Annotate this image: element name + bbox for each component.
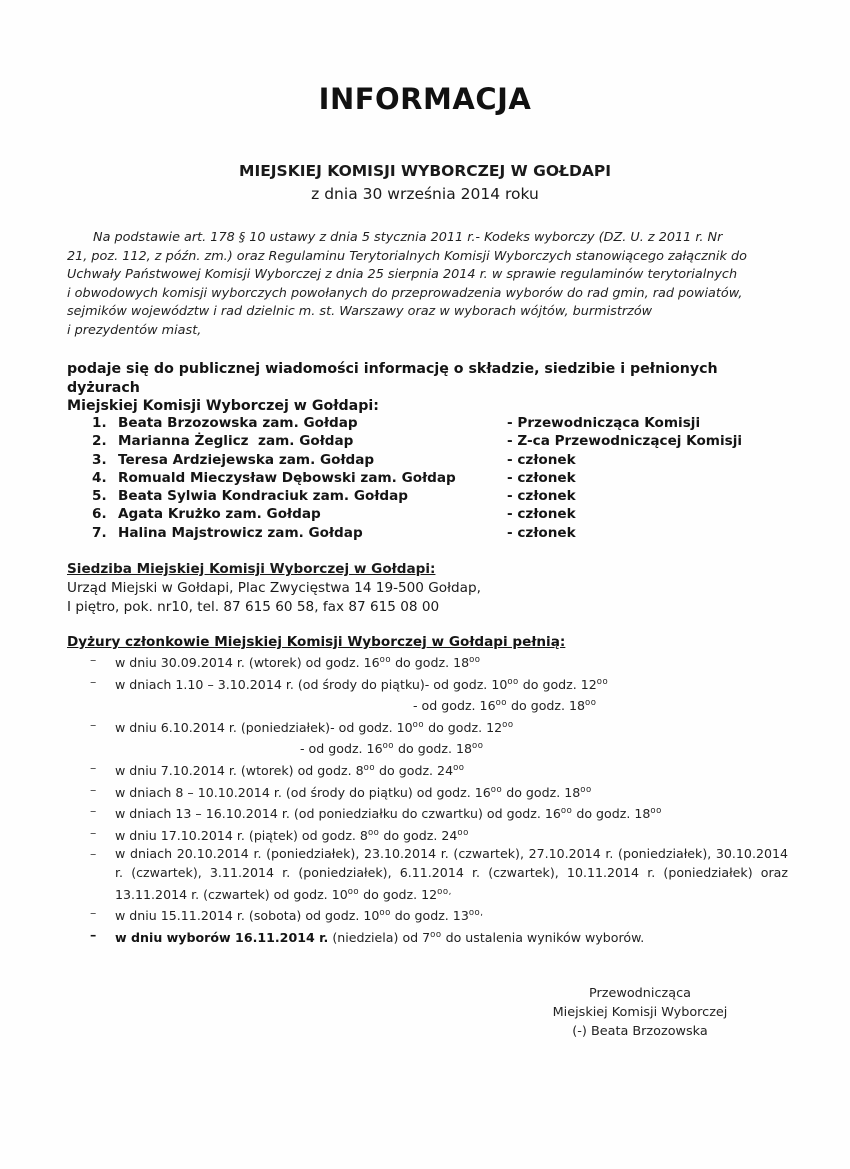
member-number: 2. xyxy=(92,433,107,450)
time-minutes: oo xyxy=(412,719,425,730)
dash-bullet: – xyxy=(90,652,97,667)
preamble-line: i obwodowych komisji wyborczych powołanych do przeprowadzenia wyborów do rad gmin, rad powiatów, xyxy=(67,285,743,301)
schedule-item xyxy=(88,781,788,803)
time-minutes: oo xyxy=(596,676,609,687)
member-number: 7. xyxy=(92,524,107,541)
signature-organization: Miejskiej Komisji Wyborczej xyxy=(552,1004,728,1020)
schedule-text: do godz. 18 xyxy=(507,698,586,714)
member-name: Beata Brzozowska zam. Gołdap xyxy=(118,415,358,431)
time-minutes: oo xyxy=(430,929,442,940)
time-minutes: oo xyxy=(382,741,394,752)
schedule-text: do godz. 18 xyxy=(394,741,473,757)
schedule-text: - od godz. 16 xyxy=(413,698,496,714)
time-minutes: oo xyxy=(469,655,481,665)
dash-bullet: – xyxy=(90,905,97,921)
member-row xyxy=(92,506,792,524)
document-subtitle: MIEJSKIEJ KOMISJI WYBORCZEJ W GOŁDAPI xyxy=(239,162,611,180)
member-role: - członek xyxy=(507,506,576,523)
schedule-text: do godz. 24 xyxy=(379,827,458,843)
schedule-text: w dniu 15.11.2014 r. (sobota) od godz. 10 xyxy=(115,908,380,924)
member-role: - Z-ca Przewodniczącej Komisji xyxy=(507,433,743,450)
time-minutes: oo xyxy=(502,719,514,730)
dash-bullet: – xyxy=(90,781,97,797)
member-row xyxy=(92,470,792,488)
member-number: 1. xyxy=(92,415,107,431)
time-minutes: oo xyxy=(379,908,391,919)
schedule-item xyxy=(88,673,788,716)
member-number: 4. xyxy=(92,469,107,486)
time-minutes: oo xyxy=(457,827,469,838)
member-name: Beata Sylwia Kondraciuk zam. Gołdap xyxy=(118,488,409,505)
time-minutes: oo xyxy=(367,827,380,838)
schedule-item xyxy=(88,845,788,904)
signature-block xyxy=(530,985,750,1041)
time-minutes: oo xyxy=(379,655,392,665)
dash-bullet: – xyxy=(90,673,97,689)
schedule-text: w dniu 30.09.2014 r. (wtorek) od godz. 16 xyxy=(115,655,380,670)
dash-bullet: – xyxy=(90,926,97,942)
member-role: - członek xyxy=(507,469,576,486)
schedule-item xyxy=(88,759,788,781)
schedule-text: do godz. 18 xyxy=(572,806,651,822)
election-day-label: w dniu wyborów 16.11.2014 r. xyxy=(115,929,329,945)
legal-preamble xyxy=(67,229,787,341)
member-row xyxy=(92,525,792,543)
schedule-item xyxy=(88,716,788,759)
time-minutes: oo xyxy=(585,698,597,709)
schedule-item xyxy=(88,651,788,673)
member-name: Teresa Ardziejewska zam. Gołdap xyxy=(118,451,375,468)
schedule-text: do godz. 24 xyxy=(375,762,454,778)
seat-address-line: Urząd Miejski w Gołdapi, Plac Zwycięstwa 14 19-500 Gołdap, xyxy=(67,580,481,596)
schedule-item-election-day xyxy=(88,926,788,948)
duty-heading: Dyżury członkowie Miejskiej Komisji Wyborczej w Gołdapi pełnią: xyxy=(67,634,566,650)
member-row xyxy=(92,488,792,506)
announcement-line: podaje się do publicznej wiadomości informację o składzie, siedzibie i pełnionych dyżurach xyxy=(67,361,718,396)
schedule-text: (niedziela) od 7 xyxy=(328,929,431,945)
schedule-text: w dniach 20.10.2014 r. (poniedziałek), 23.10.2014 r. (czwartek), 27.10.2014 r. (poniedziałek), 30.10.2014 r. (czwartek), 3.11.2014 r. (poniedziałek), 6.11.2014 r. (czwartek), 10.11.2014 r. (poniedziałek) oraz 13.11.2014 r. (czwartek) od godz. 10 xyxy=(115,846,788,902)
dash-bullet: – xyxy=(90,824,97,840)
announcement-line: Miejskiej Komisji Wyborczej w Gołdapi: xyxy=(67,398,379,414)
schedule-text: w dniu 6.10.2014 r. (poniedziałek)- od godz. 10 xyxy=(115,719,413,735)
schedule-text: do godz. 12 xyxy=(424,719,503,735)
document-date: z dnia 30 września 2014 roku xyxy=(311,185,539,203)
dash-bullet: – xyxy=(90,846,97,862)
schedule-item xyxy=(88,824,788,846)
time-minutes: oo xyxy=(495,698,507,709)
member-name: Marianna Żeglicz zam. Gołdap xyxy=(118,433,354,450)
dash-bullet: – xyxy=(90,716,97,732)
time-minutes: oo xyxy=(650,806,662,817)
schedule-text: do godz. 18 xyxy=(391,655,470,670)
preamble-line: Na podstawie art. 178 § 10 ustawy z dnia 5 stycznia 2011 r.- Kodeks wyborczy (DZ. U. z 2011 r. Nr xyxy=(93,230,723,245)
schedule-text: w dniu 17.10.2014 r. (piątek) od godz. 8 xyxy=(115,827,368,843)
seat-contact-line: I piętro, pok. nr10, tel. 87 615 60 58, fax 87 615 08 00 xyxy=(67,599,440,615)
time-minutes: oo, xyxy=(437,886,452,897)
schedule-text: do godz. 12 xyxy=(518,676,597,692)
schedule-text: do ustalenia wyników wyborów. xyxy=(441,929,645,945)
signature-name: (-) Beata Brzozowska xyxy=(572,1023,708,1039)
time-minutes: oo xyxy=(347,886,360,897)
time-minutes: oo, xyxy=(468,908,484,919)
seat-heading: Siedziba Miejskiej Komisji Wyborczej w Gołdapi: xyxy=(67,561,436,577)
dash-bullet: – xyxy=(90,759,97,775)
member-name: Agata Krużko zam. Gołdap xyxy=(118,506,321,523)
member-number: 6. xyxy=(92,506,107,523)
member-row xyxy=(92,452,792,470)
schedule-text: w dniach 8 – 10.10.2014 r. (od środy do piątku) od godz. 16 xyxy=(115,784,491,800)
member-name: Romuald Mieczysław Dębowski zam. Gołdap xyxy=(118,469,456,486)
dash-bullet: – xyxy=(90,803,97,819)
time-minutes: oo xyxy=(507,676,519,687)
members-list xyxy=(92,415,792,543)
schedule-continuation xyxy=(115,737,788,759)
time-minutes: oo xyxy=(363,762,376,773)
member-number: 3. xyxy=(92,451,107,468)
member-name: Halina Majstrowicz zam. Gołdap xyxy=(118,524,363,541)
schedule-text: do godz. 13 xyxy=(390,908,469,924)
member-role: - członek xyxy=(507,524,576,541)
commission-seat xyxy=(67,560,787,617)
preamble-line: Uchwały Państwowej Komisji Wyborczej z dnia 25 sierpnia 2014 r. w sprawie regulaminów terytorialnych xyxy=(67,267,738,283)
schedule-continuation xyxy=(115,694,788,716)
document-title: INFORMACJA xyxy=(318,82,532,116)
member-row xyxy=(92,433,792,451)
time-minutes: oo xyxy=(580,784,592,795)
announcement xyxy=(67,360,787,416)
preamble-line: 21, poz. 112, z późn. zm.) oraz Regulaminu Terytorialnych Komisji Wyborczych stanowiącego załącznik do xyxy=(67,248,747,264)
schedule-text: w dniach 13 – 16.10.2014 r. (od poniedziałku do czwartku) od godz. 16 xyxy=(115,806,561,822)
schedule-text: do godz. 18 xyxy=(502,784,581,800)
schedule-item xyxy=(88,904,788,926)
schedule-item xyxy=(88,802,788,824)
time-minutes: oo xyxy=(472,741,484,752)
member-role: - Przewodnicząca Komisji xyxy=(507,415,701,431)
signature-title: Przewodnicząca xyxy=(589,986,691,1001)
schedule-text: - od godz. 16 xyxy=(300,741,383,757)
member-number: 5. xyxy=(92,488,107,505)
time-minutes: oo xyxy=(453,762,465,773)
time-minutes: oo xyxy=(490,784,503,795)
member-role: - członek xyxy=(507,451,576,468)
duty-schedule xyxy=(88,651,788,947)
member-row xyxy=(92,415,792,433)
member-role: - członek xyxy=(507,488,576,505)
schedule-text: w dniu 7.10.2014 r. (wtorek) od godz. 8 xyxy=(115,762,364,778)
time-minutes: oo xyxy=(560,806,573,817)
schedule-text: do godz. 12 xyxy=(359,886,438,902)
preamble-line: sejmików województw i rad dzielnic m. st. Warszawy oraz w wyborach wójtów, burmistrzów xyxy=(67,304,653,320)
schedule-text: w dniach 1.10 – 3.10.2014 r. (od środy do piątku)- od godz. 10 xyxy=(115,676,508,692)
preamble-line: i prezydentów miast, xyxy=(67,322,202,338)
